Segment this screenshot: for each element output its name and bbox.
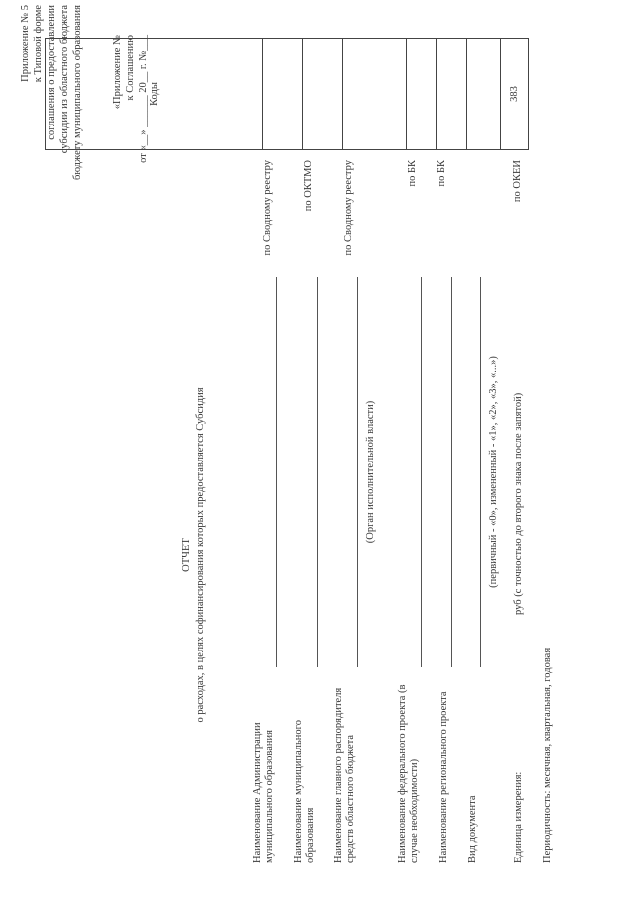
period-label: Периодичность: месячная, квартальная, годовая xyxy=(542,647,553,863)
label-oktmo: по ОКТМО xyxy=(303,160,314,212)
reg-label: Наименование регионального проекта xyxy=(438,691,449,863)
fed-underline xyxy=(421,277,422,667)
ref-line-3: от «__» ______ 20__ г. №___ xyxy=(138,35,149,163)
appendix-line-3: соглашения о предоставлении xyxy=(46,5,57,140)
label-bk-1: по БК xyxy=(407,160,418,187)
label-okei: по ОКЕИ xyxy=(512,160,523,203)
codes-row-empty xyxy=(466,39,500,149)
codes-row-okei xyxy=(500,39,528,149)
grbs-label-1: Наименование главного распорядителя xyxy=(333,687,344,863)
fed-label-2: случае необходимости) xyxy=(409,758,420,863)
doc-caption: (первичный - «0», измененный - «1», «2», «3», «...») xyxy=(488,356,499,588)
unit-label: Единица измерения: xyxy=(513,771,524,863)
codes-table xyxy=(45,38,529,150)
admin-label-2: муниципального образования xyxy=(264,730,275,863)
appendix-line-5: бюджету муниципального образования xyxy=(72,5,83,181)
appendix-line-1: Приложение № 5 xyxy=(20,5,31,82)
admin-label-1: Наименование Администрации xyxy=(252,722,263,863)
doc-underline xyxy=(480,277,481,667)
appendix-line-2: к Типовой форме xyxy=(33,5,44,83)
mo-label-1: Наименование муниципального xyxy=(293,720,304,863)
codes-okei-cell xyxy=(501,39,528,149)
codes-okei-value: 383 xyxy=(509,86,520,102)
mo-underline xyxy=(317,277,318,667)
fed-label-1: Наименование федерального проекта (в xyxy=(397,684,408,863)
grbs-label-2: средств областного бюджета xyxy=(345,734,356,863)
appendix-line-4: субсидии из областного бюджета xyxy=(59,5,70,154)
unit-value: руб (с точностью до второго знака после запятой) xyxy=(513,392,524,615)
ref-line-2: к Соглашению xyxy=(125,35,136,101)
grbs-underline xyxy=(357,277,358,667)
admin-underline xyxy=(276,277,277,667)
ref-line-1: «Приложение № xyxy=(112,35,123,110)
codes-row-bk-2 xyxy=(436,39,466,149)
codes-row-bk-1 xyxy=(406,39,436,149)
codes-header xyxy=(46,39,262,149)
mo-label-2: образования xyxy=(305,807,316,863)
label-bk-2: по БК xyxy=(436,160,447,187)
codes-row-svod-1 xyxy=(262,39,302,149)
label-svod-1: по Сводному реестру xyxy=(262,160,273,256)
codes-header-text: Коды xyxy=(148,82,160,106)
report-subtitle: о расходах, в целях софинансирования которых предоставляется Субсидия xyxy=(195,387,206,723)
doc-label: Вид документа xyxy=(467,795,478,863)
organ-caption: (Орган исполнительной власти) xyxy=(365,400,376,544)
reg-underline xyxy=(451,277,452,667)
label-svod-2: по Сводному реестру xyxy=(343,160,354,256)
report-title: ОТЧЕТ xyxy=(181,538,192,572)
codes-row-oktmo xyxy=(302,39,342,149)
codes-header-row xyxy=(46,39,262,149)
codes-row-svod-2 xyxy=(342,39,406,149)
